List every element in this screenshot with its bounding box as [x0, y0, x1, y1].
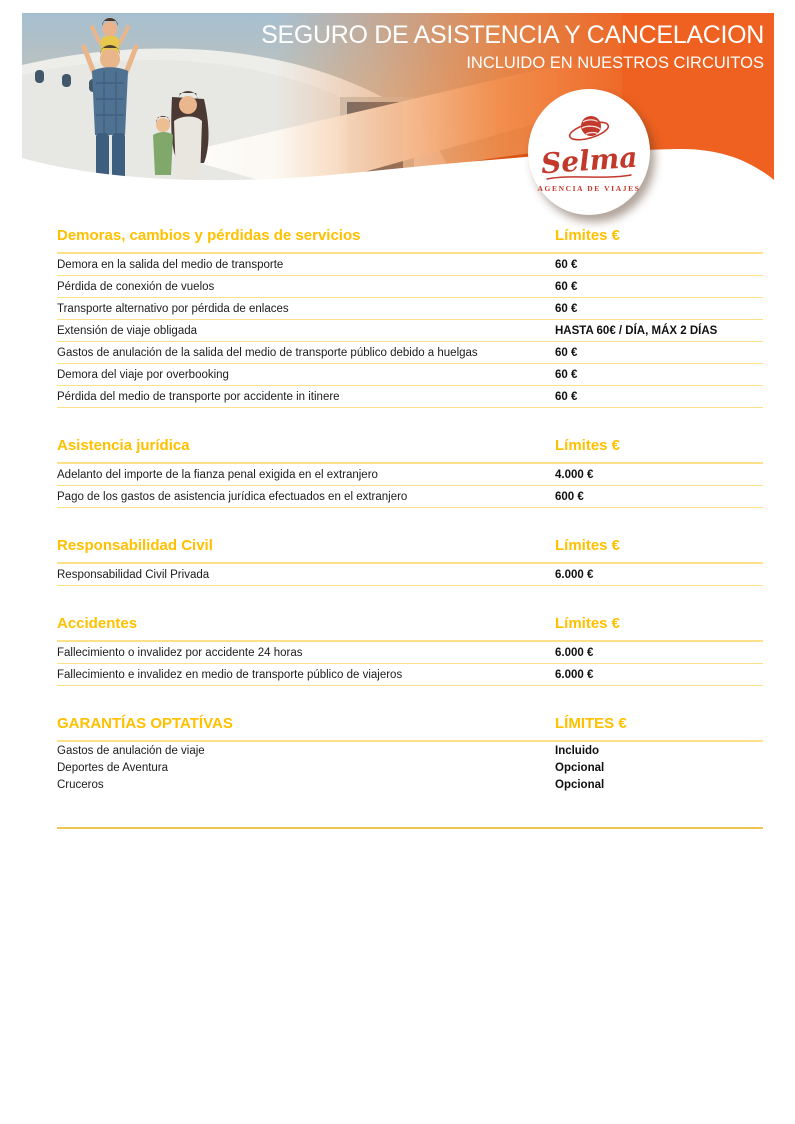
coverage-value: 6.000 € — [555, 646, 594, 659]
limits-header: LÍMITES € — [555, 715, 627, 732]
coverage-value: 6.000 € — [555, 668, 594, 681]
coverage-row — [57, 759, 763, 776]
section-title: Responsabilidad Civil — [57, 537, 213, 554]
coverage-label: Pérdida de conexión de vuelos — [57, 280, 215, 293]
coverage-label: Demora del viaje por overbooking — [57, 368, 229, 381]
section-rows — [57, 642, 763, 686]
coverage-row — [57, 564, 763, 586]
section-title: GARANTÍAS OPTATÍVAS — [57, 715, 233, 732]
coverage-row — [57, 342, 763, 364]
section-rows — [57, 564, 763, 586]
coverage-section — [57, 227, 763, 408]
limits-header: Límites € — [555, 537, 621, 554]
coverage-value: 6.000 € — [555, 568, 594, 581]
coverage-row — [57, 664, 763, 686]
coverage-label: Fallecimiento e invalidez en medio de transporte público de viajeros — [57, 668, 403, 681]
coverage-table — [57, 227, 763, 829]
coverage-label: Pérdida del medio de transporte por accidente in itinere — [57, 390, 340, 403]
coverage-row — [57, 486, 763, 508]
banner-title: SEGURO DE ASISTENCIA Y CANCELACION — [261, 21, 764, 49]
coverage-row — [57, 776, 763, 793]
section-title: Accidentes — [57, 615, 138, 632]
section-rows — [57, 254, 763, 408]
limits-header: Límites € — [555, 437, 621, 454]
selma-logo-badge — [528, 89, 650, 215]
coverage-label: Transporte alternativo por pérdida de enlaces — [57, 302, 289, 315]
coverage-label: Responsabilidad Civil Privada — [57, 568, 210, 581]
coverage-label: Fallecimiento o invalidez por accidente 24 horas — [57, 646, 303, 659]
coverage-label: Gastos de anulación de la salida del medio de transporte público debido a huelgas — [57, 346, 478, 359]
coverage-value: 60 € — [555, 258, 578, 271]
coverage-row — [57, 254, 763, 276]
limits-header: Límites € — [555, 227, 621, 244]
coverage-row — [57, 298, 763, 320]
coverage-sections — [57, 227, 763, 793]
coverage-section — [57, 715, 763, 793]
coverage-value: 600 € — [555, 490, 584, 503]
section-header — [57, 537, 763, 564]
coverage-value: 60 € — [555, 390, 578, 403]
coverage-section — [57, 537, 763, 586]
section-header — [57, 615, 763, 642]
section-header — [57, 715, 763, 742]
coverage-label: Deportes de Aventura — [57, 761, 169, 774]
coverage-label: Adelanto del importe de la fianza penal exigida en el extranjero — [57, 468, 378, 481]
section-title: Demoras, cambios y pérdidas de servicios — [57, 227, 361, 244]
coverage-row — [57, 386, 763, 408]
banner-heading-group — [261, 21, 764, 73]
coverage-label: Extensión de viaje obligada — [57, 324, 198, 337]
section-header — [57, 437, 763, 464]
coverage-value: 60 € — [555, 368, 578, 381]
limits-header: Límites € — [555, 615, 621, 632]
section-rows — [57, 464, 763, 508]
coverage-value: Opcional — [555, 761, 605, 774]
section-title: Asistencia jurídica — [57, 437, 190, 454]
coverage-row — [57, 464, 763, 486]
coverage-value: 4.000 € — [555, 468, 594, 481]
coverage-section — [57, 615, 763, 686]
coverage-label: Demora en la salida del medio de transporte — [57, 258, 284, 271]
coverage-row — [57, 276, 763, 298]
banner-subtitle: INCLUIDO EN NUESTROS CIRCUITOS — [466, 53, 764, 72]
coverage-label: Gastos de anulación de viaje — [57, 744, 205, 757]
section-rows — [57, 742, 763, 793]
coverage-row — [57, 642, 763, 664]
banner — [22, 13, 774, 195]
selma-logo-text: Selma — [539, 140, 639, 180]
coverage-value: Opcional — [555, 778, 605, 791]
coverage-row — [57, 320, 763, 342]
selma-logo-tagline: AGENCIA DE VIAJES — [537, 183, 641, 193]
coverage-row — [57, 364, 763, 386]
coverage-value: 60 € — [555, 280, 578, 293]
coverage-value: HASTA 60€ / DÍA, MÁX 2 DÍAS — [555, 324, 718, 337]
globe-orbit-icon — [567, 112, 611, 146]
section-header — [57, 227, 763, 254]
coverage-section — [57, 437, 763, 508]
coverage-label: Pago de los gastos de asistencia jurídica efectuados en el extranjero — [57, 490, 408, 503]
coverage-row — [57, 742, 763, 759]
coverage-label: Cruceros — [57, 778, 104, 791]
coverage-value: 60 € — [555, 346, 578, 359]
coverage-value: Incluido — [555, 744, 600, 757]
bottom-divider — [57, 827, 763, 829]
coverage-value: 60 € — [555, 302, 578, 315]
